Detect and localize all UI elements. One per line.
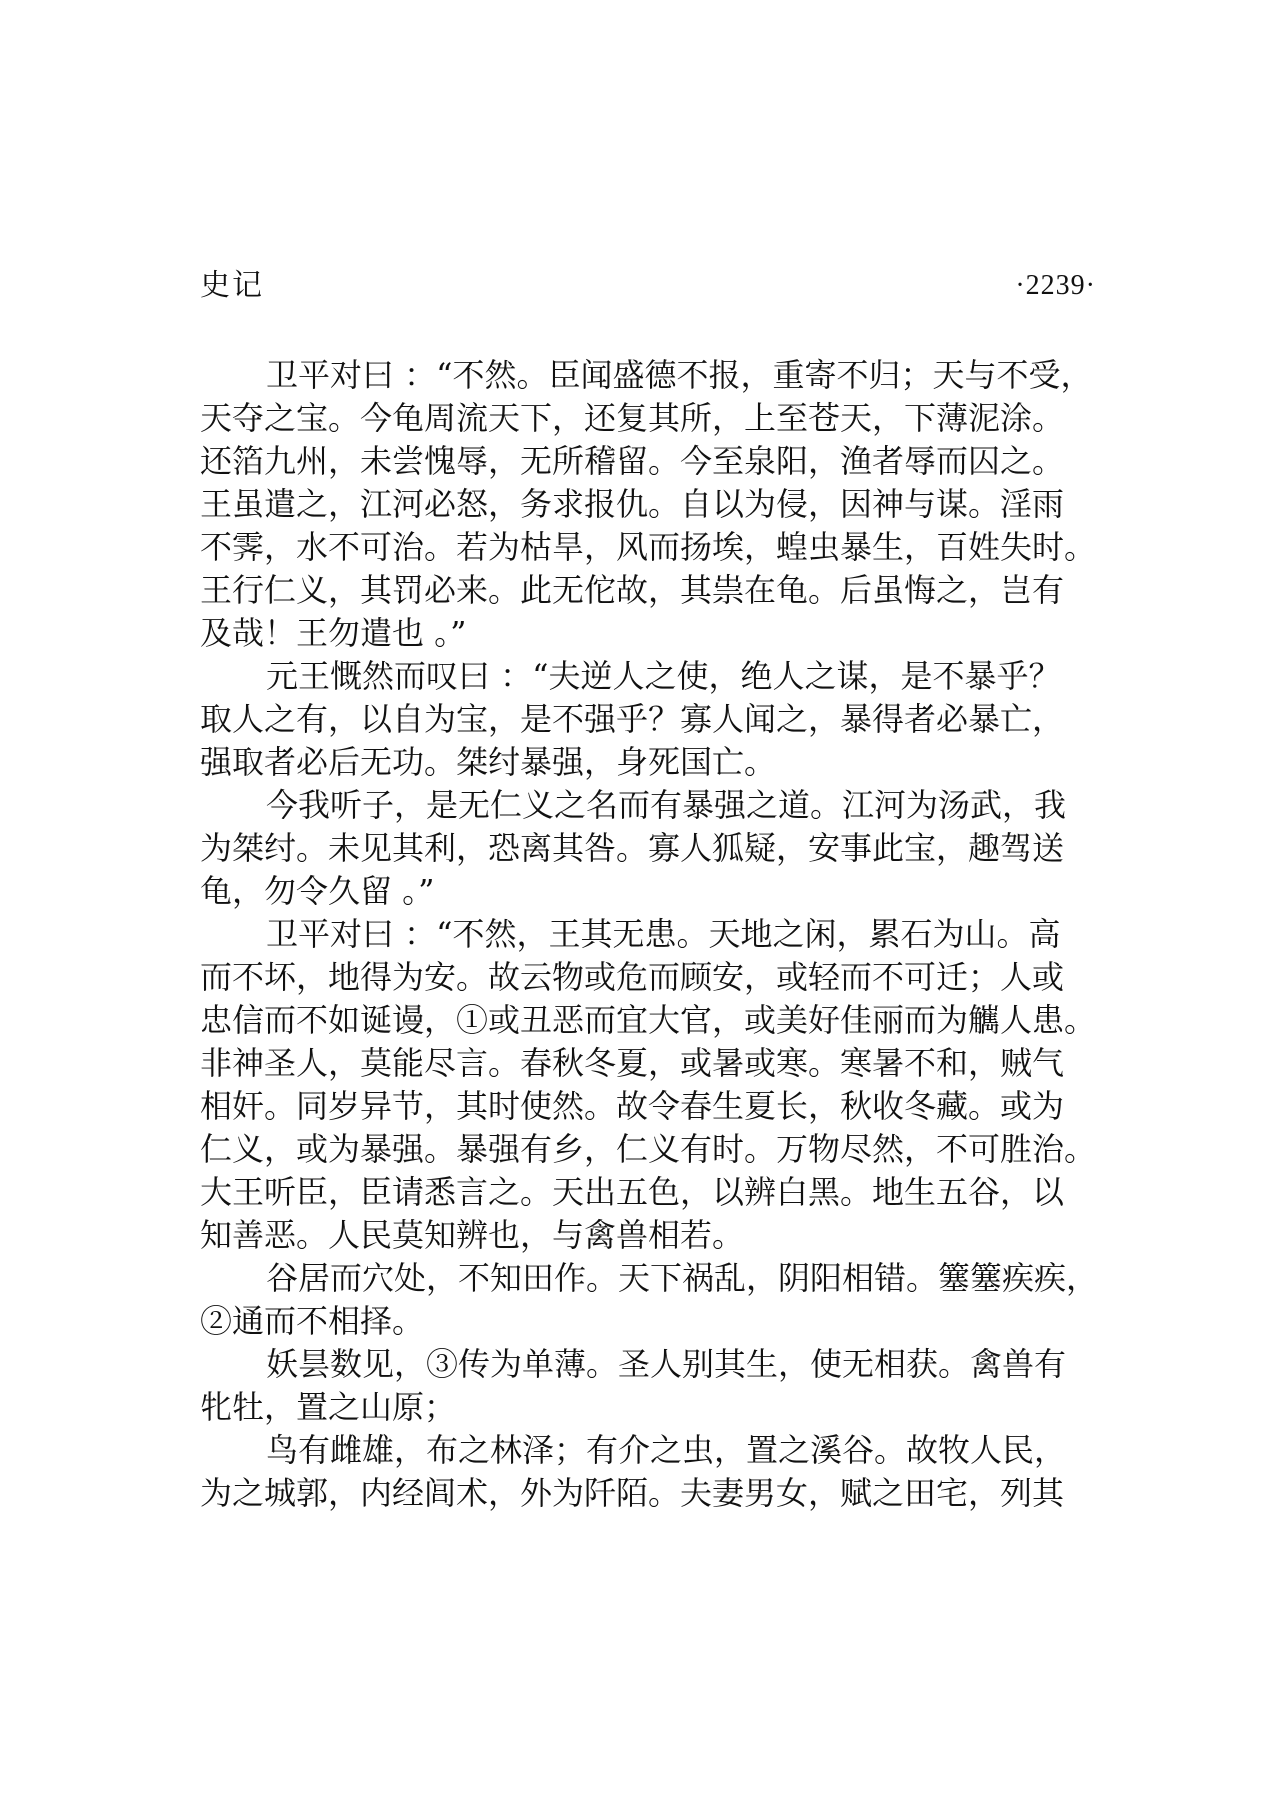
page-header bbox=[200, 264, 1096, 308]
paragraph bbox=[200, 784, 1106, 913]
text-line: 龟，勿令久留 。” bbox=[200, 872, 435, 910]
paragraph bbox=[200, 1429, 1106, 1515]
text-line: 妖昙数见，③传为单薄。圣人别其生，使无相获。禽兽有 bbox=[266, 1345, 1067, 1383]
text-line: 谷居而穴处，不知田作。天下祸乱，阴阳相错。簺簺疾疾， bbox=[266, 1259, 1099, 1297]
text-line: 天夺之宝。今龟周流天下，还复其所，上至苍天，下薄泥涂。 bbox=[200, 399, 1065, 437]
paragraph bbox=[200, 1257, 1106, 1343]
paragraph bbox=[200, 354, 1106, 655]
paragraph bbox=[200, 655, 1106, 784]
text-line: 鸟有雌雄，布之林泽；有介之虫，置之溪谷。故牧人民， bbox=[266, 1431, 1067, 1469]
text-line: 王虽遣之，江河必怒，务求报仇。自以为侵，因神与谋。淫雨 bbox=[200, 485, 1065, 523]
text-line: 还箔九州，未尝愧辱，无所稽留。今至泉阳，渔者辱而囚之。 bbox=[200, 442, 1065, 480]
text-line: 为桀纣。未见其利，恐离其咎。寡人狐疑，安事此宝，趣驾送 bbox=[200, 829, 1065, 867]
text-line: 大王听臣，臣请悉言之。天出五色，以辨白黑。地生五谷，以 bbox=[200, 1173, 1065, 1211]
text-line: 及哉！王勿遣也 。” bbox=[200, 614, 467, 652]
text-line: ②通而不相择。 bbox=[200, 1302, 425, 1340]
paragraph bbox=[200, 1343, 1106, 1429]
text-line: 不霁，水不可治。若为枯旱，风而扬埃，蝗虫暴生，百姓失时。 bbox=[200, 528, 1097, 566]
text-line: 取人之有，以自为宝，是不强乎？寡人闻之，暴得者必暴亡， bbox=[200, 700, 1065, 738]
text-line: 今我听子，是无仁义之名而有暴强之道。江河为汤武，我 bbox=[266, 786, 1067, 824]
text-line: 知善恶。人民莫知辨也，与禽兽相若。 bbox=[200, 1216, 745, 1254]
book-title: 史记 bbox=[200, 268, 264, 303]
text-line: 卫平对曰 ：“不然，王其无患。天地之闲，累石为山。高 bbox=[266, 915, 1061, 953]
text-line: 强取者必后无功。桀纣暴强，身死国亡。 bbox=[200, 743, 777, 781]
text-line: 为之城郭，内经闾术，外为阡陌。夫妻男女，赋之田宅，列其 bbox=[200, 1474, 1065, 1512]
text-line: 相奸。同岁异节，其时使然。故令春生夏长，秋收冬藏。或为 bbox=[200, 1087, 1065, 1125]
text-line: 王行仁义，其罚必来。此无佗故，其祟在龟。后虽悔之，岂有 bbox=[200, 571, 1065, 609]
text-line: 仁义，或为暴强。暴强有乡，仁义有时。万物尽然，不可胜治。 bbox=[200, 1130, 1097, 1168]
body-text bbox=[200, 354, 1106, 1515]
text-line: 非神圣人，莫能尽言。春秋冬夏，或暑或寒。寒暑不和，贼气 bbox=[200, 1044, 1065, 1082]
text-line: 牝牡，置之山原； bbox=[200, 1388, 457, 1426]
text-line: 而不坏，地得为安。故云物或危而顾安，或轻而不可迁；人或 bbox=[200, 958, 1065, 996]
text-line: 卫平对曰 ：“不然。臣闻盛德不报，重寄不归；天与不受， bbox=[266, 356, 1093, 394]
text-line: 元王慨然而叹曰 ：“夫逆人之使，绝人之谋，是不暴乎？ bbox=[266, 657, 1061, 695]
paragraph bbox=[200, 913, 1106, 1257]
text-line: 忠信而不如诞谩，①或丑恶而宜大官，或美好佳丽而为觽人患。 bbox=[200, 1001, 1097, 1039]
page-number: ·2239· bbox=[1015, 270, 1096, 301]
